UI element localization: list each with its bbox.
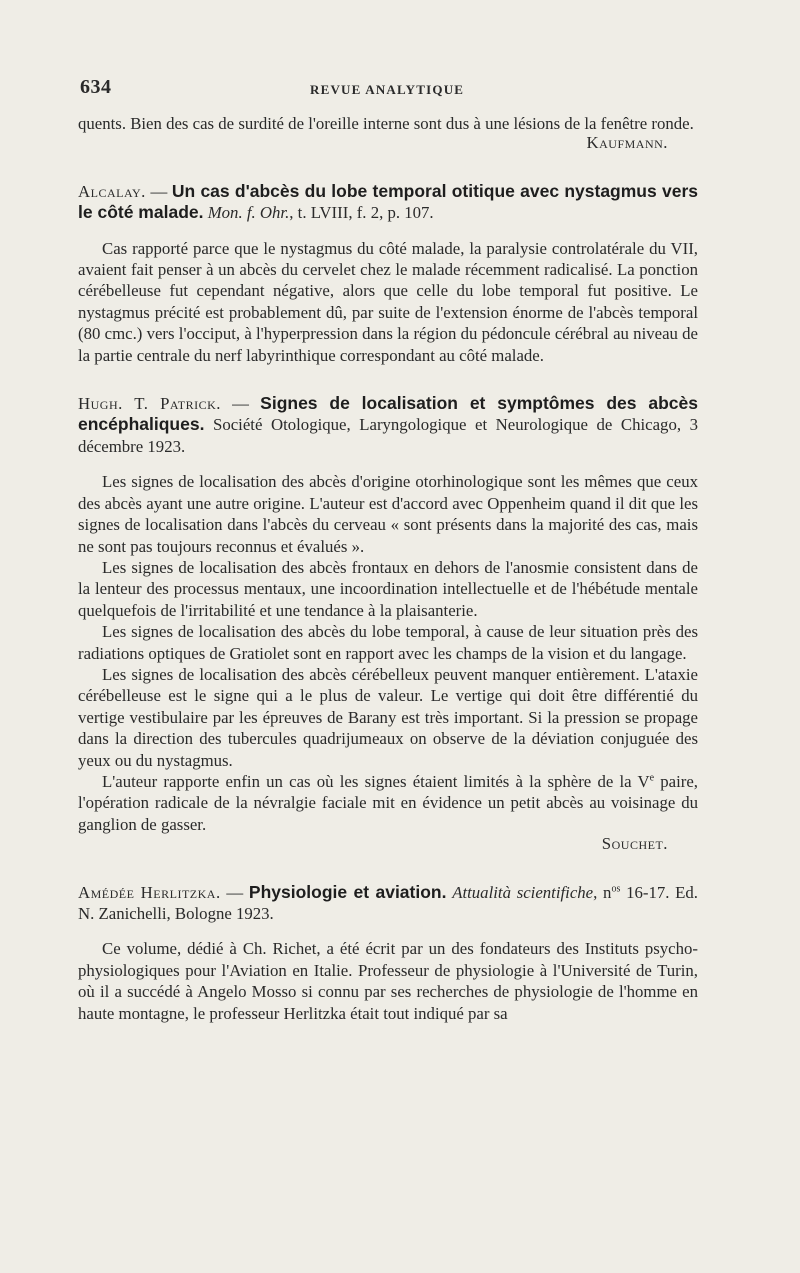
article-paragraph: Les signes de localisation des abcès du lobe temporal, à cause de leur situation près des radiations optiques de Gratiolet sont en rapport avec les champs de la vision et du langage. xyxy=(78,622,698,663)
article-paragraph xyxy=(78,771,698,835)
signature-kaufmann: Kaufmann. xyxy=(586,133,668,153)
paragraph-text: paire, l'opération radicale de la névralgie faciale mit en évidence un petit abcès au voisinage du ganglion de gasser. xyxy=(78,771,698,834)
article-heading xyxy=(78,393,698,457)
article-paragraph: Les signes de localisation des abcès frontaux en dehors de l'anosmie consistent dans de la lenteur des processus mentaux, une incoordination intellectuelle et de l'hébétude mentale quelquefois de l'irritabilité et une tendance à la plaisanterie. xyxy=(78,557,698,620)
article-citation: Société Otologique, Laryngologique et Neurologique de Chicago, 3 décembre 1923. xyxy=(78,415,698,456)
article-journal: Mon. f. Ohr. xyxy=(207,203,290,223)
article-title: Un cas d'abcès du lobe temporal otitique avec nystagmus vers le côté malade. xyxy=(78,180,698,223)
article-citation: 16-17. Ed. N. Zanichelli, Bologne 1923. xyxy=(78,882,698,923)
article-author: Amédée Herlitzka. xyxy=(78,882,221,902)
continuation-paragraph: quents. Bien des cas de surdité de l'oreille interne sont dus à une lésions de la fenêtre ronde. xyxy=(78,114,694,133)
article-title: Physiologie et aviation. xyxy=(248,881,447,902)
heading-dash: — xyxy=(220,394,261,414)
paragraph-text: L'auteur rapporte enfin un cas où les signes étaient limités à la sphère de la V xyxy=(102,771,650,791)
article-paragraph: Ce volume, dédié à Ch. Richet, a été écrit par un des fondateurs des Instituts psycho-physiologiques pour l'Aviation en Italie. Professeur de physiologie à l'Université de Turin, où il a succédé à Angelo Mosso si connu par ses recherches de physiologie de l'homme en haute montagne, le professeur Herlitzka était tout indiqué par sa xyxy=(78,939,698,1023)
article-heading xyxy=(78,181,698,224)
signature-souchet: Souchet. xyxy=(601,834,668,854)
running-head: REVUE ANALYTIQUE xyxy=(310,82,465,97)
article-paragraph: Cas rapporté parce que le nystagmus du côté malade, la paralysie controlatérale du VII, avaient fait penser à un abcès du cervelet chez le malade récemment radicalisé. La ponction cérébelleuse fut cependant négative, alors que celle du lobe temporal fut positive. Le nystagmus précité est probablement dû, par suite de l'extension énorme de l'abcès temporal (80 cmc.) vers l'occiput, à l'hyperpression dans la région du pédoncule cérébral au niveau de la partie centrale du nerf labyrinthique correspondant au côté malade. xyxy=(78,238,698,365)
superscript: e xyxy=(649,772,655,784)
numbers-prefix: , n xyxy=(593,882,612,902)
page-number: 634 xyxy=(80,76,112,98)
article-citation: , t. LVIII, f. 2, p. 107. xyxy=(289,203,434,223)
article-paragraph: Les signes de localisation des abcès d'origine otorhinologique sont les mêmes que ceux des abcès ayant une autre origine. L'auteur est d'accord avec Oppenheim quand il dit que les signes de localisation dans l'abcès du cerveau « sont présents dans la majorité des cas, mais ne sont pas toujours reconnus et évalués ». xyxy=(78,472,698,556)
heading-dash: — xyxy=(145,181,172,201)
article-author: Hugh. T. Patrick. xyxy=(78,394,221,414)
article-author: Alcalay. xyxy=(78,181,146,201)
page-content xyxy=(78,113,698,1024)
superscript: os xyxy=(611,883,621,894)
article-paragraph: Les signes de localisation des abcès cérébelleux peuvent manquer entièrement. L'ataxie cérébelleuse est le signe qui a le plus de valeur. Le vertige qui doit être différentié du vertige vestibulaire par les épreuves de Barany est très important. Si la pression se propage dans la direction des tubercules quadrijumeaux on observe de la déviation conjuguée des yeux ou du nystagmus. xyxy=(78,664,698,770)
article-title: Signes de localisation et symptômes des abcès encéphaliques. xyxy=(78,393,699,435)
article-journal: Attualità scientifiche xyxy=(452,882,594,902)
page-header xyxy=(80,76,700,100)
heading-dash: — xyxy=(220,882,249,902)
article-heading xyxy=(78,882,698,925)
